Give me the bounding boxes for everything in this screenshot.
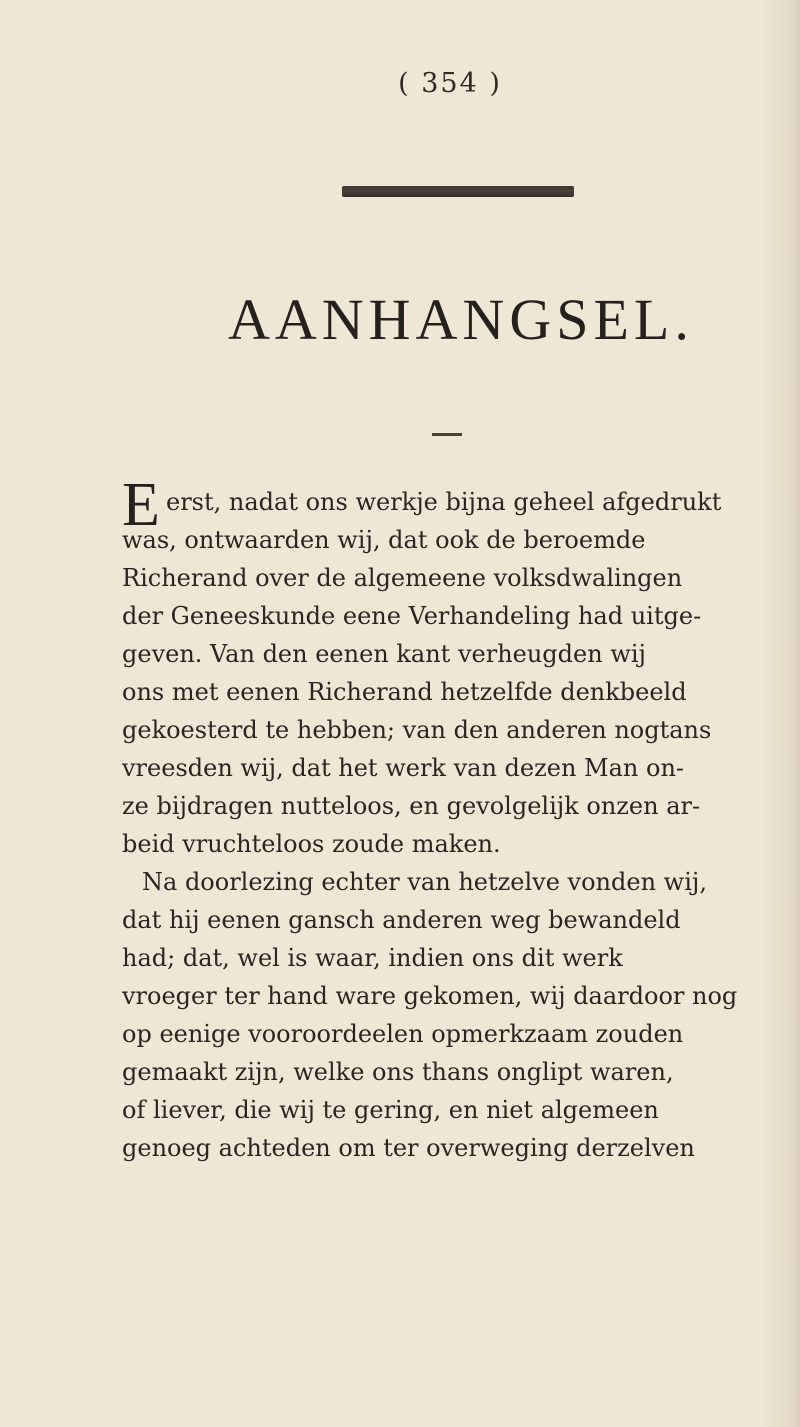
page-number: ( 354 ) [398,68,502,99]
text-line: op eenige vooroordeelen opmerkzaam zouden [122,1020,684,1048]
text-line: genoeg achteden om ter overweging derzelven [122,1134,695,1162]
drop-cap: E [122,471,160,539]
text-line: gekoesterd te hebben; van den anderen nogtans [122,716,712,744]
text-line: Na doorlezing echter van hetzelve vonden wij, [142,868,707,896]
text-line: beid vruchteloos zoude maken. [122,830,501,858]
text-line: vroeger ter hand ware gekomen, wij daardoor nog [122,982,738,1010]
text-line: gemaakt zijn, welke ons thans onglipt waren, [122,1058,674,1086]
text-line: of liever, die wij te gering, en niet algemeen [122,1096,659,1124]
text-line: der Geneeskunde eene Verhandeling had uitge- [122,602,702,630]
text-line: vreesden wij, dat het werk van dezen Man on- [122,754,685,782]
text-line: dat hij eenen gansch anderen weg bewandeld [122,906,681,934]
chapter-title: AANHANGSEL. [228,287,694,352]
title-divider [432,433,462,436]
ornamental-rule [342,186,574,197]
first-line-text: erst, nadat ons werkje bijna geheel afgedrukt [166,488,722,516]
text-line: Richerand over de algemeene volksdwalingen [122,564,683,592]
text-line: geven. Van den eenen kant verheugden wij [122,640,646,668]
text-line: ons met eenen Richerand hetzelfde denkbeeld [122,678,687,706]
text-line: had; dat, wel is waar, indien ons dit werk [122,944,623,972]
text-line [166,484,721,520]
text-line: ze bijdragen nutteloos, en gevolgelijk onzen ar- [122,792,701,820]
text-line: was, ontwaarden wij, dat ook de beroemde [122,526,646,554]
